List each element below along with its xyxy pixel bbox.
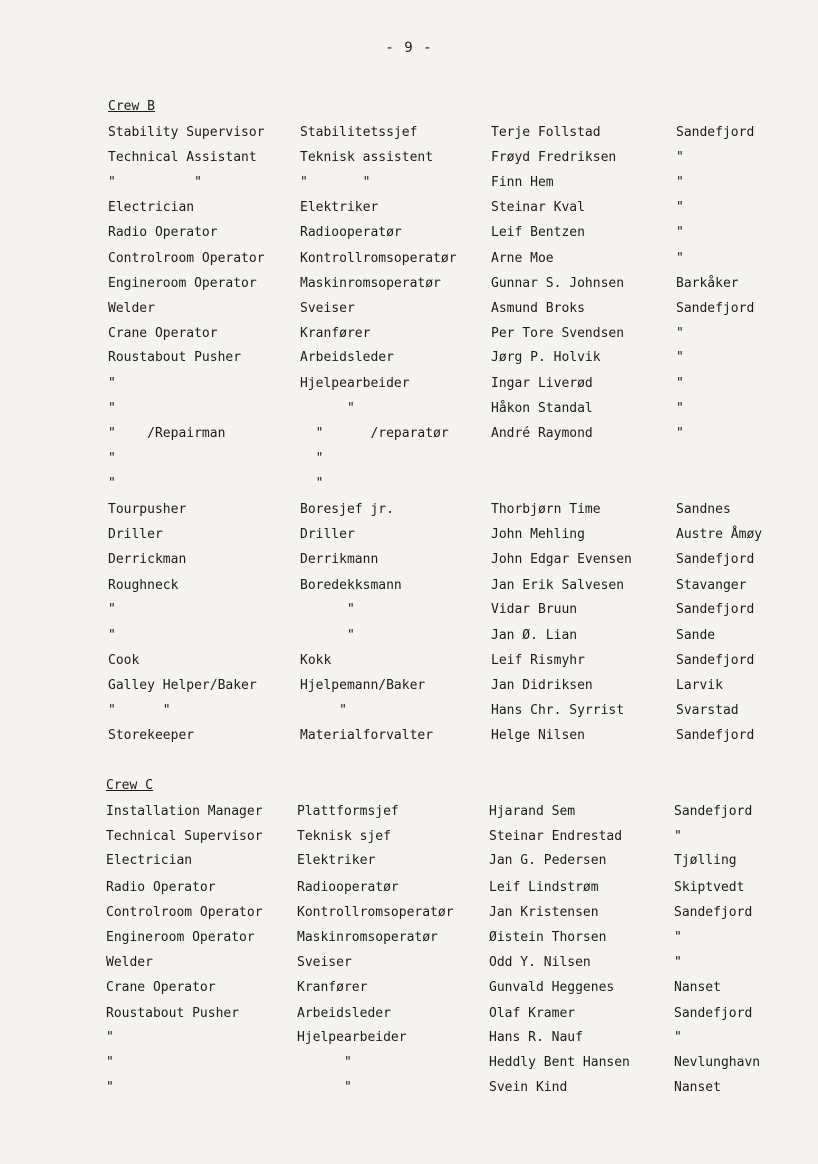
home-town: " bbox=[676, 175, 684, 190]
english-title: " " bbox=[108, 703, 171, 718]
table-row bbox=[0, 905, 818, 925]
norwegian-title: Materialforvalter bbox=[300, 728, 434, 743]
home-town: Sandefjord bbox=[674, 1006, 753, 1021]
home-town: Sandnes bbox=[676, 502, 731, 517]
person-name: Thorbjørn Time bbox=[491, 502, 601, 517]
english-title: Crane Operator bbox=[108, 326, 218, 341]
table-row bbox=[0, 578, 818, 598]
english-title: Roustabout Pusher bbox=[108, 350, 242, 365]
norwegian-title: Boresjef jr. bbox=[300, 502, 394, 517]
home-town: " bbox=[676, 326, 684, 341]
person-name: Jan Ø. Lian bbox=[491, 628, 578, 643]
table-row bbox=[0, 276, 818, 296]
english-title: Technical Assistant bbox=[108, 150, 257, 165]
english-title: " bbox=[108, 451, 116, 466]
table-row bbox=[0, 955, 818, 975]
english-title: Technical Supervisor bbox=[106, 829, 263, 844]
english-title: " bbox=[106, 1030, 114, 1045]
person-name: John Edgar Evensen bbox=[491, 552, 632, 567]
norwegian-title: Kranfører bbox=[300, 326, 371, 341]
home-town: " bbox=[674, 955, 682, 970]
norwegian-title: Elektriker bbox=[300, 200, 379, 215]
table-row bbox=[0, 200, 818, 220]
home-town: " bbox=[674, 1030, 682, 1045]
english-title: Welder bbox=[108, 301, 155, 316]
home-town: Sandefjord bbox=[676, 552, 755, 567]
norwegian-title: " bbox=[297, 1055, 352, 1070]
home-town: Sandefjord bbox=[676, 602, 755, 617]
english-title: Storekeeper bbox=[108, 728, 195, 743]
norwegian-title: Radiooperatør bbox=[297, 880, 399, 895]
norwegian-title: Hjelpearbeider bbox=[297, 1030, 407, 1045]
person-name: Gunnar S. Johnsen bbox=[491, 276, 625, 291]
english-title: " bbox=[108, 376, 116, 391]
table-row bbox=[0, 1080, 818, 1100]
person-name: Jan Kristensen bbox=[489, 905, 599, 920]
home-town: " bbox=[676, 225, 684, 240]
home-town: Sandefjord bbox=[674, 905, 753, 920]
table-row bbox=[0, 728, 818, 748]
home-town: Nevlunghavn bbox=[674, 1055, 761, 1070]
home-town: " bbox=[676, 426, 684, 441]
home-town: " bbox=[676, 251, 684, 266]
home-town: " bbox=[676, 401, 684, 416]
norwegian-title: " bbox=[300, 401, 355, 416]
person-name: André Raymond bbox=[491, 426, 593, 441]
home-town: " bbox=[676, 150, 684, 165]
table-row bbox=[0, 350, 818, 370]
person-name: Svein Kind bbox=[489, 1080, 568, 1095]
english-title: " bbox=[106, 1055, 114, 1070]
english-title: " bbox=[108, 476, 116, 491]
norwegian-title: " bbox=[300, 628, 355, 643]
norwegian-title: Hjelpemann/Baker bbox=[300, 678, 426, 693]
english-title: " bbox=[108, 628, 116, 643]
norwegian-title: " bbox=[297, 1080, 352, 1095]
home-town: Nanset bbox=[674, 1080, 721, 1095]
english-title: " bbox=[106, 1080, 114, 1095]
table-row bbox=[0, 1055, 818, 1075]
norwegian-title: " bbox=[300, 602, 355, 617]
table-row bbox=[0, 1006, 818, 1026]
english-title: " /Repairman bbox=[108, 426, 226, 441]
norwegian-title: Sveiser bbox=[300, 301, 355, 316]
table-row bbox=[0, 326, 818, 346]
norwegian-title: " /reparatør bbox=[300, 426, 449, 441]
person-name: Steinar Endrestad bbox=[489, 829, 623, 844]
home-town: Nanset bbox=[674, 980, 721, 995]
home-town: Larvik bbox=[676, 678, 723, 693]
home-town: Austre Åmøy bbox=[676, 527, 763, 542]
table-row bbox=[0, 251, 818, 271]
norwegian-title: " bbox=[300, 703, 347, 718]
norwegian-title: Arbeidsleder bbox=[297, 1006, 391, 1021]
table-row bbox=[0, 1030, 818, 1050]
table-row bbox=[0, 376, 818, 396]
table-row bbox=[0, 930, 818, 950]
english-title: Driller bbox=[108, 527, 163, 542]
home-town: Sande bbox=[676, 628, 716, 643]
table-row bbox=[0, 880, 818, 900]
person-name: Arne Moe bbox=[491, 251, 554, 266]
table-row bbox=[0, 853, 818, 873]
person-name: Heddly Bent Hansen bbox=[489, 1055, 630, 1070]
english-title: Electrician bbox=[106, 853, 193, 868]
page-number: - 9 - bbox=[385, 40, 433, 56]
table-row bbox=[0, 225, 818, 245]
norwegian-title: Teknisk sjef bbox=[297, 829, 391, 844]
home-town: Svarstad bbox=[676, 703, 739, 718]
english-title: Tourpusher bbox=[108, 502, 187, 517]
person-name: Jan Didriksen bbox=[491, 678, 593, 693]
home-town: " bbox=[676, 200, 684, 215]
person-name: Ingar Liverød bbox=[491, 376, 593, 391]
norwegian-title: Plattformsjef bbox=[297, 804, 399, 819]
person-name: Jan Erik Salvesen bbox=[491, 578, 625, 593]
person-name: Hans R. Nauf bbox=[489, 1030, 583, 1045]
norwegian-title: Derrikmann bbox=[300, 552, 379, 567]
table-row bbox=[0, 829, 818, 849]
person-name: Øistein Thorsen bbox=[489, 930, 607, 945]
norwegian-title: Kontrollromsoperatør bbox=[297, 905, 454, 920]
english-title: Installation Manager bbox=[106, 804, 263, 819]
person-name: Asmund Broks bbox=[491, 301, 585, 316]
person-name: Jan G. Pedersen bbox=[489, 853, 607, 868]
home-town: Sandefjord bbox=[676, 125, 755, 140]
home-town: Sandefjord bbox=[676, 653, 755, 668]
person-name: Olaf Kramer bbox=[489, 1006, 576, 1021]
table-row bbox=[0, 628, 818, 648]
norwegian-title: Kokk bbox=[300, 653, 332, 668]
person-name: Steinar Kval bbox=[491, 200, 585, 215]
person-name: Hjarand Sem bbox=[489, 804, 576, 819]
table-row bbox=[0, 125, 818, 145]
home-town: Barkåker bbox=[676, 276, 739, 291]
english-title: Crane Operator bbox=[106, 980, 216, 995]
person-name: Leif Rismyhr bbox=[491, 653, 585, 668]
norwegian-title: Radiooperatør bbox=[300, 225, 402, 240]
person-name: Leif Bentzen bbox=[491, 225, 585, 240]
norwegian-title: Hjelpearbeider bbox=[300, 376, 410, 391]
norwegian-title: Teknisk assistent bbox=[300, 150, 434, 165]
table-row bbox=[0, 678, 818, 698]
person-name: Finn Hem bbox=[491, 175, 554, 190]
person-name: Gunvald Heggenes bbox=[489, 980, 615, 995]
norwegian-title: Sveiser bbox=[297, 955, 352, 970]
norwegian-title: Stabilitetssjef bbox=[300, 125, 418, 140]
crew-b-heading: Crew B bbox=[108, 99, 155, 114]
english-title: Controlroom Operator bbox=[106, 905, 263, 920]
norwegian-title: Arbeidsleder bbox=[300, 350, 394, 365]
norwegian-title: " bbox=[300, 451, 324, 466]
home-town: Tjølling bbox=[674, 853, 737, 868]
table-row bbox=[0, 653, 818, 673]
person-name: Håkon Standal bbox=[491, 401, 593, 416]
english-title: Stability Supervisor bbox=[108, 125, 265, 140]
person-name: Leif Lindstrøm bbox=[489, 880, 599, 895]
table-row bbox=[0, 552, 818, 572]
person-name: Vidar Bruun bbox=[491, 602, 578, 617]
person-name: Jørg P. Holvik bbox=[491, 350, 601, 365]
table-row bbox=[0, 301, 818, 321]
person-name: Helge Nilsen bbox=[491, 728, 585, 743]
english-title: " bbox=[108, 401, 116, 416]
home-town: Sandefjord bbox=[676, 728, 755, 743]
english-title: Cook bbox=[108, 653, 140, 668]
english-title: Derrickman bbox=[108, 552, 187, 567]
english-title: Radio Operator bbox=[108, 225, 218, 240]
norwegian-title: Boredekksmann bbox=[300, 578, 402, 593]
home-town: Sandefjord bbox=[674, 804, 753, 819]
person-name: Per Tore Svendsen bbox=[491, 326, 625, 341]
home-town: " bbox=[674, 829, 682, 844]
home-town: Sandefjord bbox=[676, 301, 755, 316]
home-town: Skiptvedt bbox=[674, 880, 745, 895]
english-title: Roustabout Pusher bbox=[106, 1006, 240, 1021]
table-row bbox=[0, 401, 818, 421]
table-row bbox=[0, 476, 818, 496]
home-town: " bbox=[676, 376, 684, 391]
table-row bbox=[0, 150, 818, 170]
person-name: Odd Y. Nilsen bbox=[489, 955, 591, 970]
norwegian-title: Kontrollromsoperatør bbox=[300, 251, 457, 266]
home-town: " bbox=[674, 930, 682, 945]
person-name: Terje Follstad bbox=[491, 125, 601, 140]
person-name: Frøyd Fredriksen bbox=[491, 150, 617, 165]
english-title: Engineroom Operator bbox=[106, 930, 255, 945]
table-row bbox=[0, 175, 818, 195]
person-name: John Mehling bbox=[491, 527, 585, 542]
english-title: " " bbox=[108, 175, 202, 190]
norwegian-title: Driller bbox=[300, 527, 355, 542]
home-town: Stavanger bbox=[676, 578, 747, 593]
norwegian-title: Kranfører bbox=[297, 980, 368, 995]
table-row bbox=[0, 703, 818, 723]
table-row bbox=[0, 804, 818, 824]
english-title: Engineroom Operator bbox=[108, 276, 257, 291]
table-row bbox=[0, 451, 818, 471]
home-town: " bbox=[676, 350, 684, 365]
norwegian-title: " bbox=[300, 476, 324, 491]
norwegian-title: Maskinromsoperatør bbox=[297, 930, 438, 945]
person-name: Hans Chr. Syrrist bbox=[491, 703, 625, 718]
table-row bbox=[0, 602, 818, 622]
norwegian-title: Elektriker bbox=[297, 853, 376, 868]
norwegian-title: " " bbox=[300, 175, 371, 190]
english-title: " bbox=[108, 602, 116, 617]
table-row bbox=[0, 527, 818, 547]
english-title: Controlroom Operator bbox=[108, 251, 265, 266]
english-title: Radio Operator bbox=[106, 880, 216, 895]
crew-c-heading: Crew C bbox=[106, 778, 153, 793]
english-title: Welder bbox=[106, 955, 153, 970]
english-title: Roughneck bbox=[108, 578, 179, 593]
table-row bbox=[0, 426, 818, 446]
table-row bbox=[0, 502, 818, 522]
table-row bbox=[0, 980, 818, 1000]
english-title: Galley Helper/Baker bbox=[108, 678, 257, 693]
english-title: Electrician bbox=[108, 200, 195, 215]
norwegian-title: Maskinromsoperatør bbox=[300, 276, 441, 291]
